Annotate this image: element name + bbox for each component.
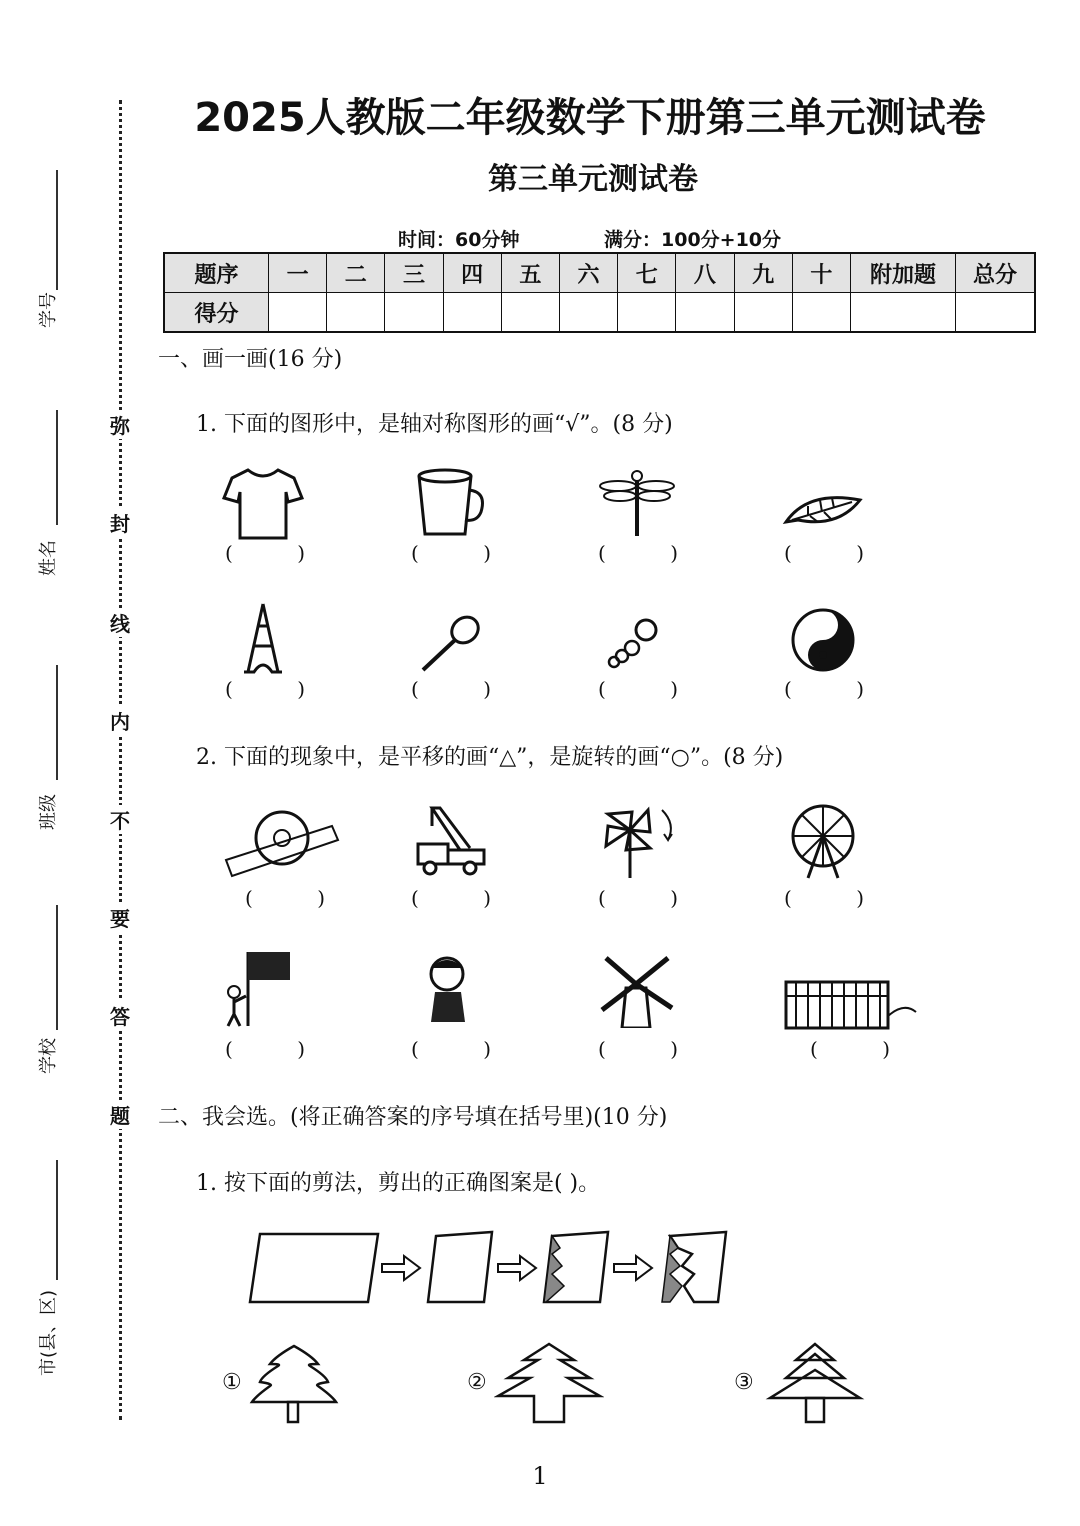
class-line[interactable] bbox=[56, 665, 58, 780]
score-header-cell: 二 bbox=[327, 253, 385, 293]
school-line[interactable] bbox=[56, 905, 58, 1030]
time-limit: 时间：60分钟 bbox=[398, 229, 520, 251]
flag-raising-icon bbox=[218, 948, 308, 1028]
score-cell[interactable] bbox=[792, 293, 850, 333]
score-header-cell: 一 bbox=[269, 253, 327, 293]
score-header-cell: 三 bbox=[385, 253, 443, 293]
score-header-cell: 九 bbox=[734, 253, 792, 293]
answer-parens[interactable]: ( ) bbox=[225, 677, 305, 701]
page-subtitle: 第三单元测试卷 bbox=[488, 162, 698, 197]
option-1-label[interactable]: ① bbox=[222, 1370, 242, 1395]
city-line[interactable] bbox=[56, 1160, 58, 1280]
score-cell[interactable] bbox=[385, 293, 443, 333]
name-line[interactable] bbox=[56, 410, 58, 525]
page-number: 1 bbox=[532, 1462, 548, 1490]
city-label: 市(县、区) bbox=[38, 1289, 59, 1377]
answer-parens[interactable]: ( ) bbox=[598, 677, 678, 701]
binding-char: 答 bbox=[106, 1001, 134, 1030]
section-1-heading: 一、画一画(16 分) bbox=[158, 347, 343, 372]
binding-dotted-line bbox=[119, 100, 122, 1420]
option-3-label[interactable]: ③ bbox=[734, 1370, 754, 1395]
steering-wheel-icon bbox=[222, 800, 342, 880]
answer-parens[interactable]: ( ) bbox=[411, 1037, 491, 1061]
score-header-cell: 附加题 bbox=[851, 253, 956, 293]
binding-char: 封 bbox=[106, 508, 134, 537]
caterpillar-icon bbox=[592, 600, 682, 680]
answer-parens[interactable]: ( ) bbox=[411, 886, 491, 910]
answer-parens[interactable]: ( ) bbox=[598, 541, 678, 565]
score-value-row bbox=[164, 293, 1035, 333]
answer-parens[interactable]: ( ) bbox=[810, 1037, 890, 1061]
t-shirt-icon bbox=[218, 462, 308, 542]
windmill-icon bbox=[592, 948, 682, 1028]
score-header-cell: 七 bbox=[618, 253, 676, 293]
binding-char: 要 bbox=[106, 903, 134, 932]
score-header-row bbox=[164, 253, 1035, 293]
student-id-label: 学号 bbox=[38, 292, 59, 328]
answer-parens[interactable]: ( ) bbox=[598, 886, 678, 910]
score-cell[interactable] bbox=[559, 293, 617, 333]
score-cell[interactable] bbox=[443, 293, 501, 333]
cup-icon bbox=[405, 462, 495, 542]
page-title: 2025人教版二年级数学下册第三单元测试卷 bbox=[194, 95, 986, 141]
eiffel-tower-icon bbox=[218, 600, 308, 680]
score-cell[interactable] bbox=[501, 293, 559, 333]
score-header-cell: 四 bbox=[443, 253, 501, 293]
binding-char: 内 bbox=[106, 706, 134, 735]
score-cell[interactable] bbox=[734, 293, 792, 333]
score-header-cell: 题序 bbox=[164, 253, 269, 293]
score-table bbox=[163, 252, 1036, 333]
answer-parens[interactable]: ( ) bbox=[784, 677, 864, 701]
score-cell[interactable] bbox=[618, 293, 676, 333]
leaf-icon bbox=[778, 462, 868, 542]
class-label: 班级 bbox=[38, 794, 59, 830]
answer-parens[interactable]: ( ) bbox=[411, 677, 491, 701]
school-label: 学校 bbox=[38, 1038, 59, 1074]
answer-parens[interactable]: ( ) bbox=[598, 1037, 678, 1061]
score-header-cell: 五 bbox=[501, 253, 559, 293]
score-header-cell: 总分 bbox=[956, 253, 1036, 293]
option-2-label[interactable]: ② bbox=[467, 1370, 487, 1395]
binding-char: 弥 bbox=[106, 410, 134, 439]
tree-option-3-icon[interactable] bbox=[760, 1340, 870, 1424]
question-1-2: 2. 下面的现象中，是平移的画“△”，是旋转的画“○”。(8 分) bbox=[196, 745, 784, 770]
abacus-icon bbox=[782, 976, 922, 1036]
name-label: 姓名 bbox=[38, 540, 59, 576]
score-cell[interactable] bbox=[956, 293, 1036, 333]
answer-parens[interactable]: ( ) bbox=[784, 541, 864, 565]
question-2-1: 1. 按下面的剪法，剪出的正确图案是( )。 bbox=[196, 1171, 601, 1196]
score-cell[interactable] bbox=[269, 293, 327, 333]
answer-parens[interactable]: ( ) bbox=[245, 886, 325, 910]
badminton-racket-icon bbox=[405, 600, 495, 680]
answer-parens[interactable]: ( ) bbox=[225, 1037, 305, 1061]
binding-char: 线 bbox=[106, 608, 134, 637]
answer-parens[interactable]: ( ) bbox=[411, 541, 491, 565]
score-cell[interactable] bbox=[676, 293, 734, 333]
score-cell[interactable] bbox=[327, 293, 385, 333]
question-1-1: 1. 下面的图形中，是轴对称图形的画“√”。(8 分) bbox=[196, 412, 673, 437]
binding-char: 不 bbox=[106, 805, 134, 834]
crane-truck-icon bbox=[410, 800, 500, 880]
child-playing-icon bbox=[405, 948, 495, 1028]
ferris-wheel-icon bbox=[778, 800, 868, 880]
score-row-label: 得分 bbox=[164, 293, 269, 333]
tree-option-2-icon[interactable] bbox=[494, 1340, 604, 1424]
answer-parens[interactable]: ( ) bbox=[225, 541, 305, 565]
score-header-cell: 六 bbox=[559, 253, 617, 293]
paper-cutting-steps bbox=[246, 1226, 736, 1308]
yin-yang-icon bbox=[778, 600, 868, 680]
score-cell[interactable] bbox=[851, 293, 956, 333]
score-header-cell: 十 bbox=[792, 253, 850, 293]
full-score: 满分：100分+10分 bbox=[604, 229, 782, 251]
binding-char: 题 bbox=[106, 1100, 134, 1129]
score-header-cell: 八 bbox=[676, 253, 734, 293]
answer-parens[interactable]: ( ) bbox=[784, 886, 864, 910]
tree-option-1-icon[interactable] bbox=[248, 1342, 340, 1424]
dragonfly-icon bbox=[592, 462, 682, 542]
section-2-heading: 二、我会选。(将正确答案的序号填在括号里)(10 分) bbox=[158, 1105, 668, 1130]
pinwheel-icon bbox=[592, 800, 682, 880]
